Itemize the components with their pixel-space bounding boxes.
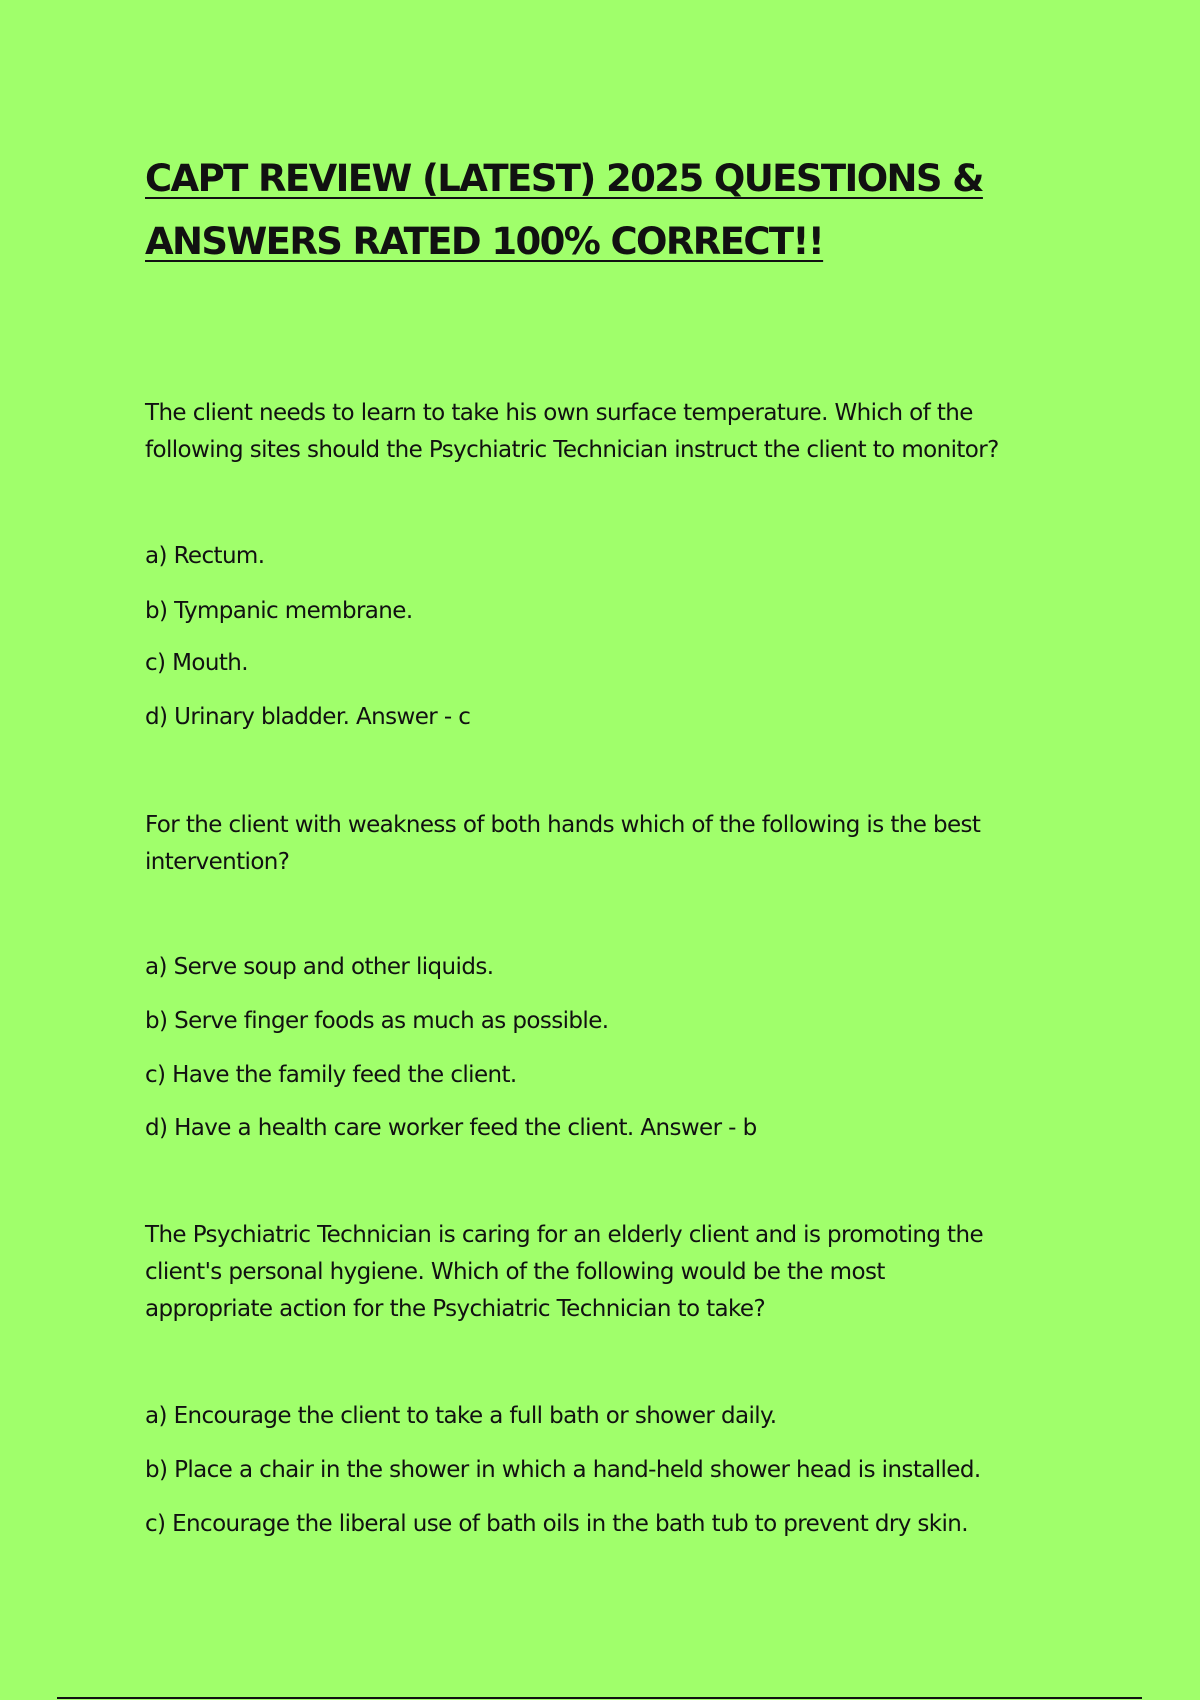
question-3-option-b: b) Place a chair in the shower in which a hand-held shower head is installed. — [145, 1457, 981, 1483]
question-3-line-2: client's personal hygiene. Which of the following would be the most — [145, 1259, 885, 1285]
question-2-option-b: b) Serve finger foods as much as possible. — [145, 1008, 609, 1034]
question-1-text — [145, 395, 1075, 469]
question-2-option-a: a) Serve soup and other liquids. — [145, 954, 494, 980]
question-2-text — [145, 807, 1075, 881]
question-2-line-1: For the client with weakness of both hands which of the following is the best — [145, 812, 981, 838]
question-1-line-2: following sites should the Psychiatric Technician instruct the client to monitor? — [145, 437, 999, 463]
question-1-line-1: The client needs to learn to take his own surface temperature. Which of the — [145, 400, 973, 426]
title-line-2: ANSWERS RATED 100% CORRECT!! — [145, 220, 824, 263]
title-line-1: CAPT REVIEW (LATEST) 2025 QUESTIONS & — [145, 157, 983, 200]
question-3-option-a: a) Encourage the client to take a full bath or shower daily. — [145, 1403, 777, 1429]
footer-divider — [57, 1697, 1142, 1699]
question-1-option-d: d) Urinary bladder. Answer - c — [145, 704, 471, 730]
question-3-line-1: The Psychiatric Technician is caring for an elderly client and is promoting the — [145, 1222, 983, 1248]
question-2-line-2: intervention? — [145, 849, 290, 875]
question-3-option-c: c) Encourage the liberal use of bath oils in the bath tub to prevent dry skin. — [145, 1511, 969, 1537]
question-3-line-3: appropriate action for the Psychiatric Technician to take? — [145, 1296, 766, 1322]
question-2-option-c: c) Have the family feed the client. — [145, 1062, 517, 1088]
question-1-option-c: c) Mouth. — [145, 650, 248, 676]
question-2-option-d: d) Have a health care worker feed the client. Answer - b — [145, 1115, 757, 1141]
question-3-text — [145, 1217, 1075, 1328]
question-1-option-b: b) Tympanic membrane. — [145, 598, 413, 624]
question-1-option-a: a) Rectum. — [145, 543, 265, 569]
document-title — [145, 147, 1080, 273]
